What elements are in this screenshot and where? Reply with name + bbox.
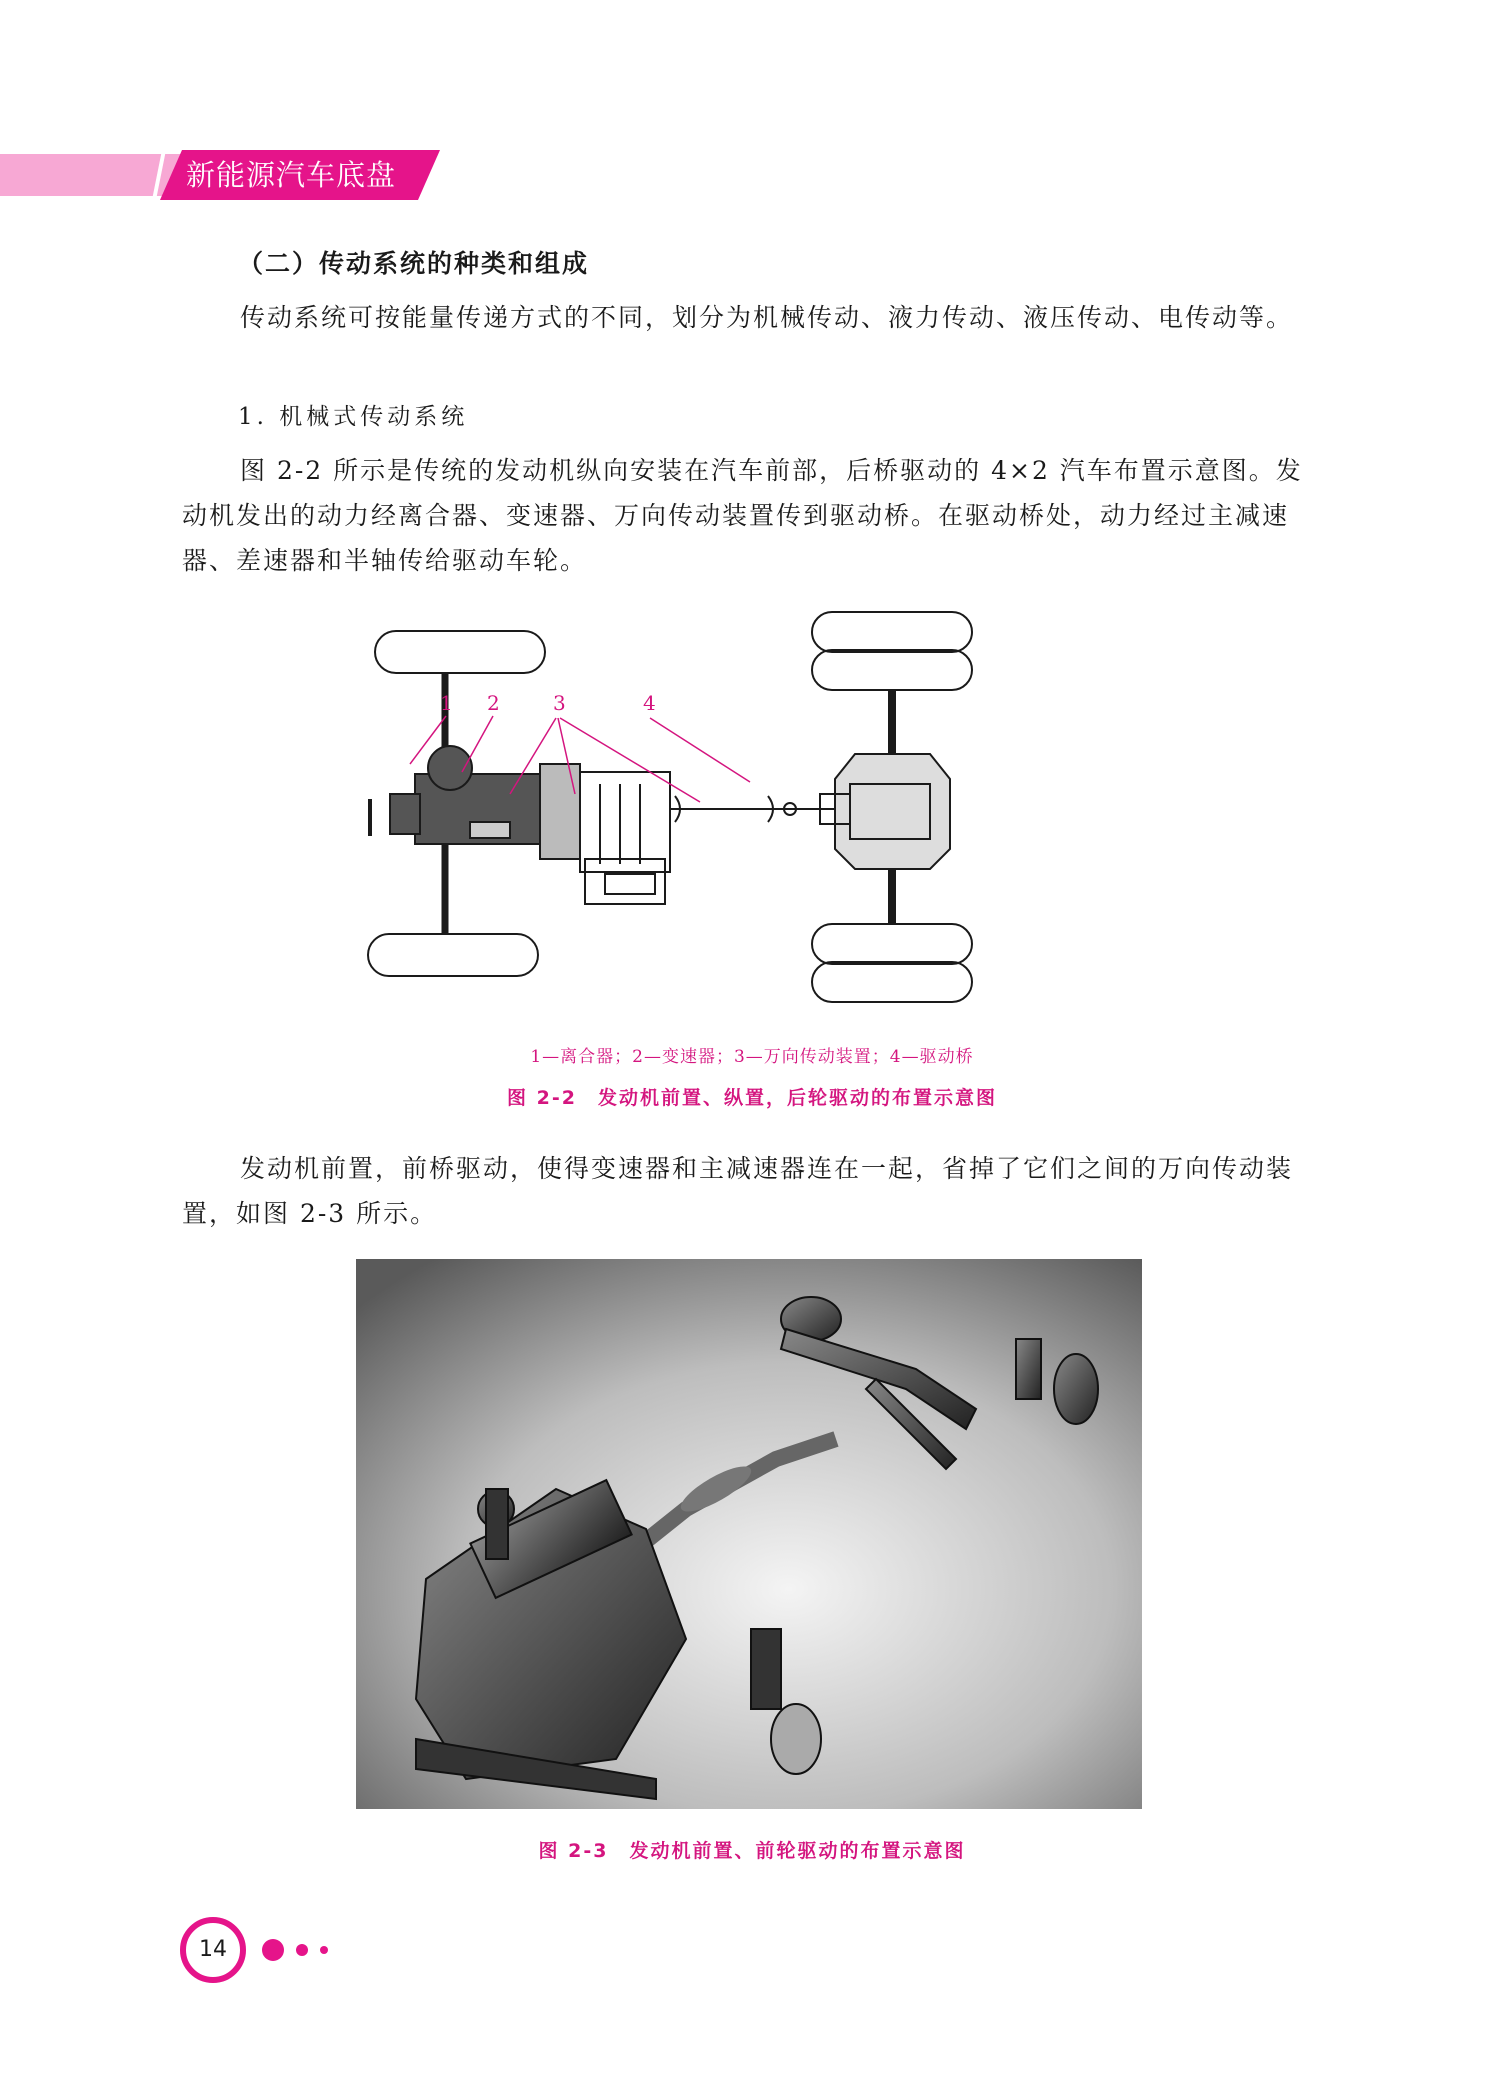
figure-2-2-legend: 1—离合器；2—变速器；3—万向传动装置；4—驱动桥 bbox=[530, 1047, 974, 1067]
figure-2-3-caption: 图 2-3 发动机前置、前轮驱动的布置示意图 bbox=[538, 1840, 966, 1862]
figure-2-2-diagram bbox=[350, 604, 1150, 1028]
paragraph-1: 传动系统可按能量传递方式的不同，划分为机械传动、液力传动、液压传动、电传动等。 bbox=[240, 303, 1294, 332]
footer-dot-large bbox=[262, 1939, 284, 1961]
callout-2: 2 bbox=[487, 691, 500, 715]
paragraph-2: 图 2-2 所示是传统的发动机纵向安装在汽车前部，后桥驱动的 4×2 汽车布置示意图。发动机发出的动力经离合器、变速器、万向传动装置传到驱动桥。在驱动桥处，动力经过主减速器、差速器和半轴传给驱动车轮。 bbox=[182, 456, 1303, 575]
gearbox bbox=[580, 772, 670, 872]
subheading: 1. 机械式传动系统 bbox=[238, 404, 469, 430]
section-title: （二）传动系统的种类和组成 bbox=[238, 249, 590, 278]
callout-1: 1 bbox=[440, 691, 453, 715]
rear-wheel-3 bbox=[812, 924, 972, 964]
clutch bbox=[540, 764, 580, 859]
front-wheel-top bbox=[375, 631, 545, 673]
rear-wheel-2 bbox=[812, 650, 972, 690]
differential bbox=[835, 754, 950, 869]
page-number: 14 bbox=[180, 1917, 246, 1983]
rear-wheel-4 bbox=[812, 962, 972, 1002]
callout-3: 3 bbox=[553, 691, 566, 715]
rear-wheel-1 bbox=[812, 612, 972, 652]
footer-dot-medium bbox=[296, 1944, 308, 1956]
figure-2-2-caption: 图 2-2 发动机前置、纵置，后轮驱动的布置示意图 bbox=[507, 1087, 997, 1109]
footer-dot-small bbox=[320, 1946, 328, 1954]
front-wheel-bottom bbox=[368, 934, 538, 976]
figure-2-3-photo bbox=[356, 1259, 1142, 1809]
callout-4: 4 bbox=[643, 691, 656, 715]
book-title: 新能源汽车底盘 bbox=[186, 158, 397, 192]
paragraph-3: 发动机前置，前桥驱动，使得变速器和主减速器连在一起，省掉了它们之间的万向传动装置，如图 2-3 所示。 bbox=[182, 1154, 1294, 1228]
